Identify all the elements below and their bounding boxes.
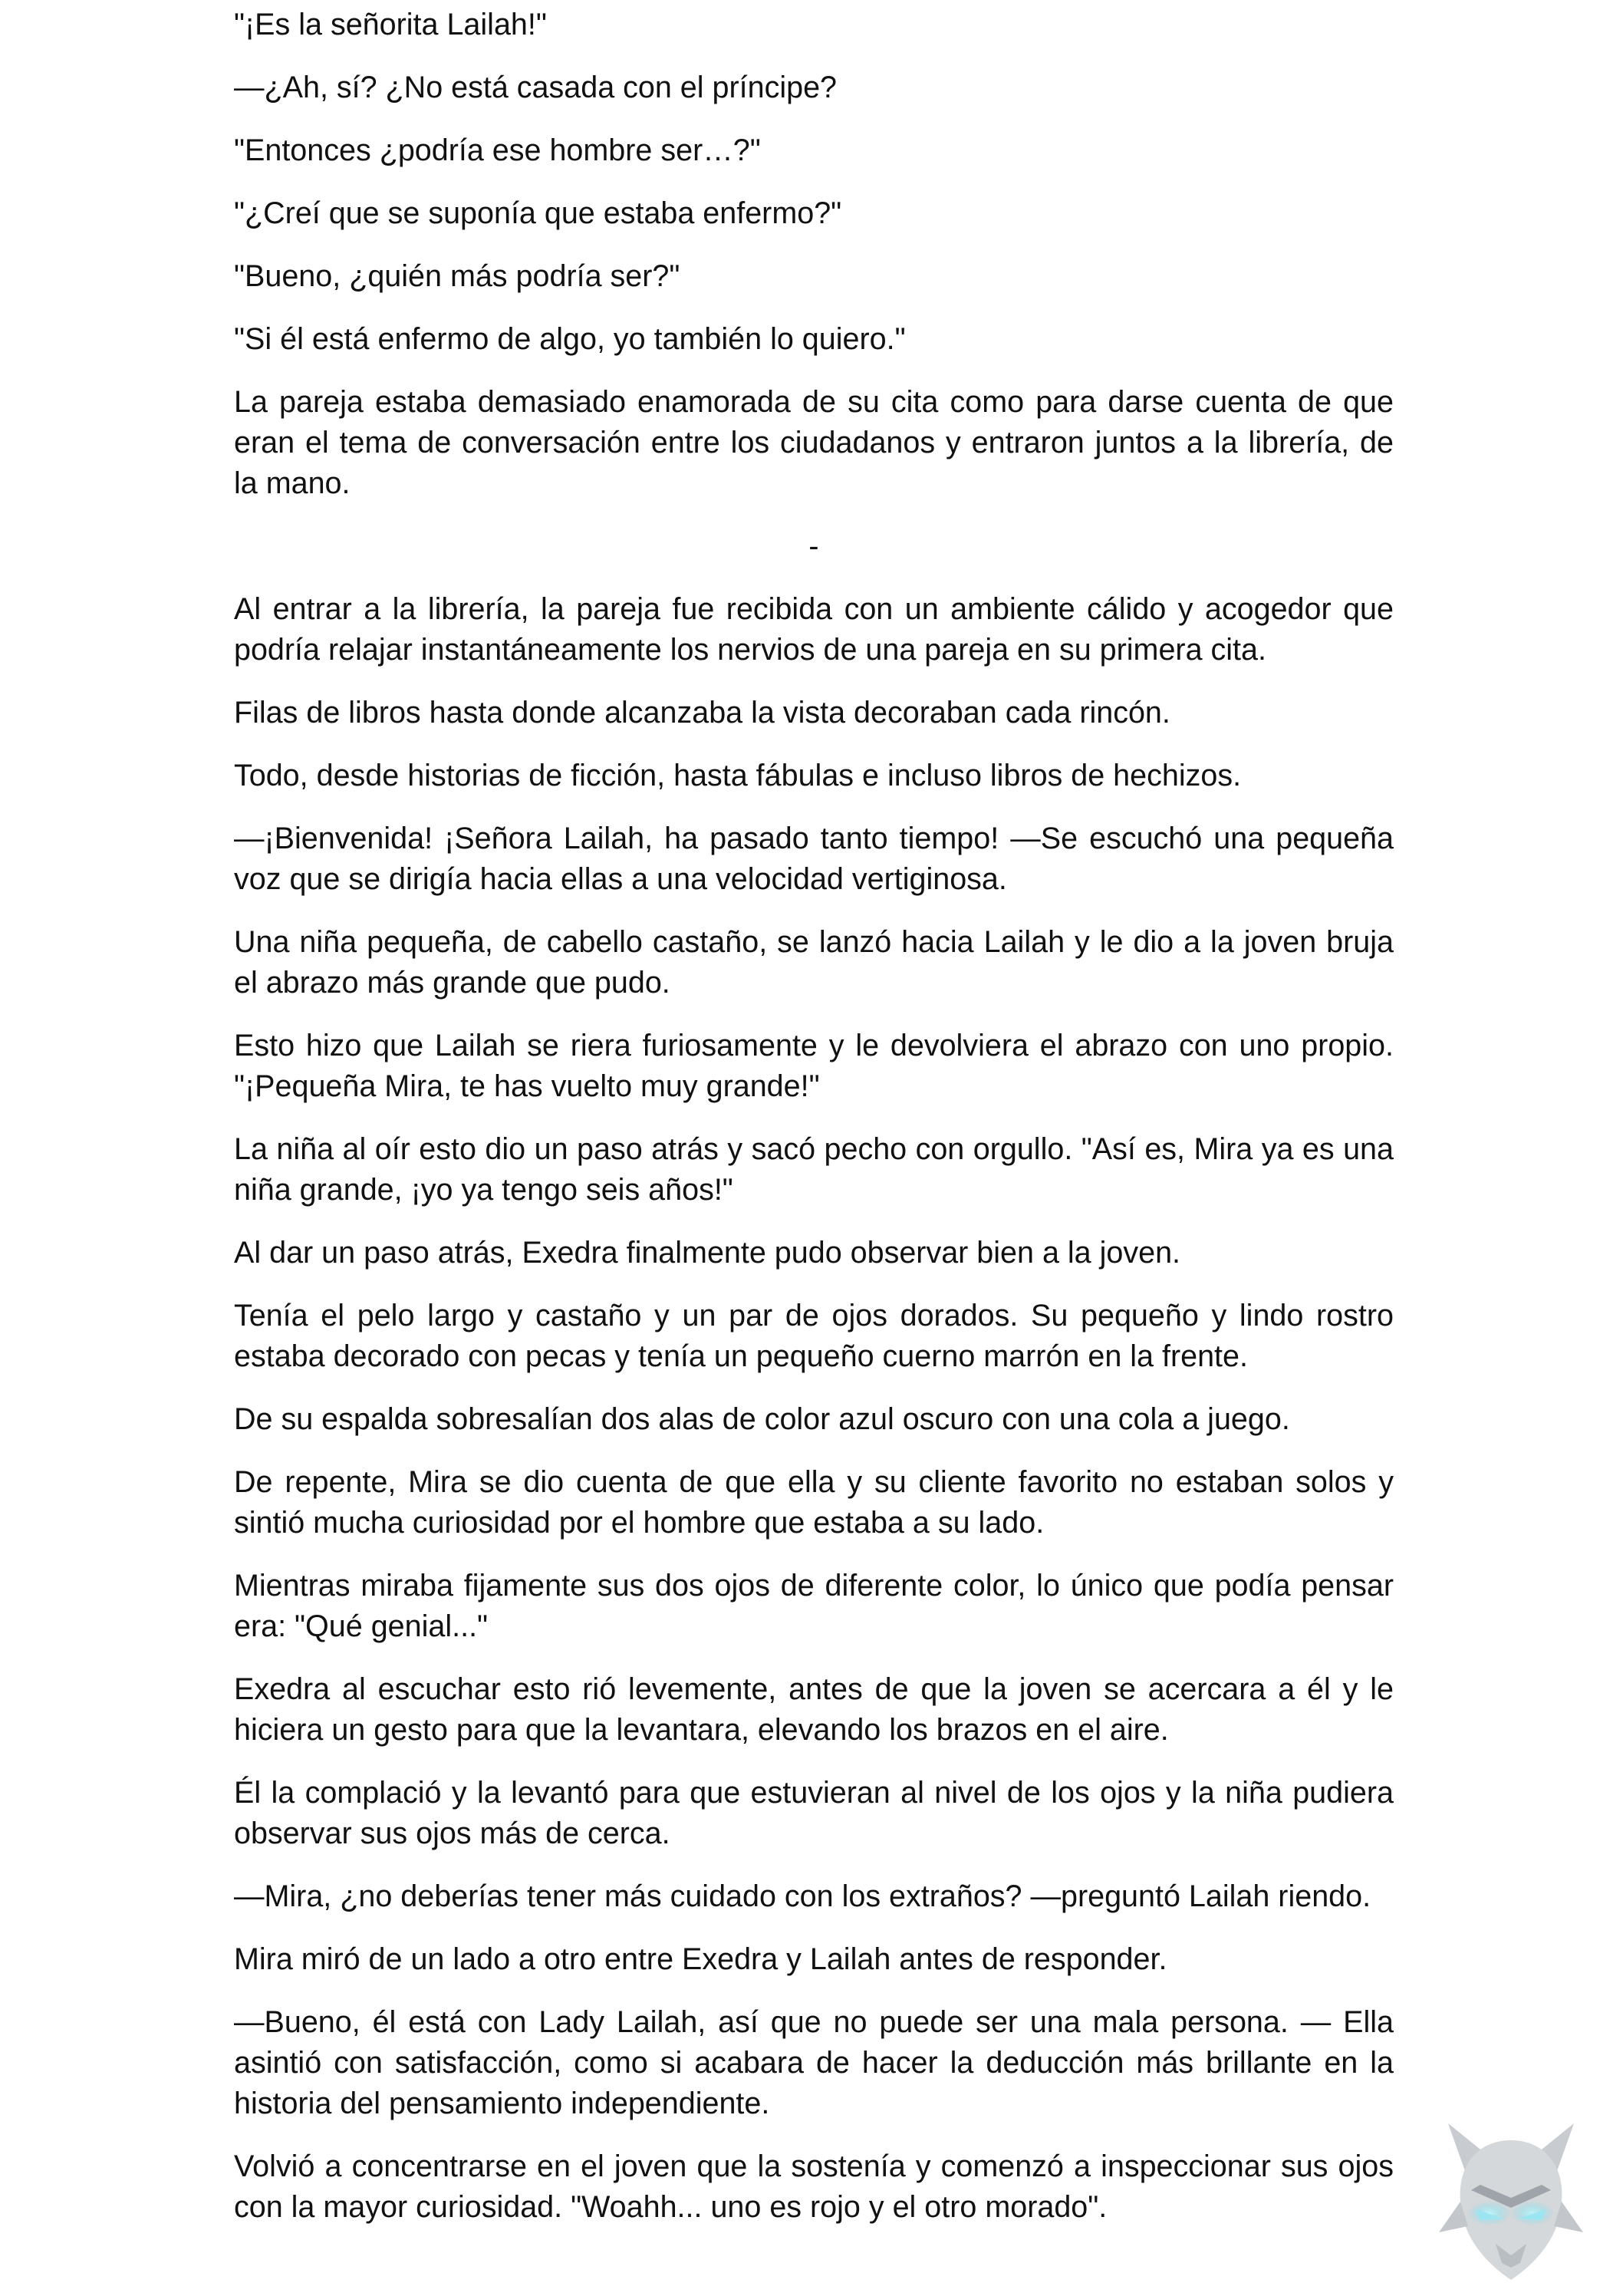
document-page bbox=[234, 0, 1394, 2250]
paragraph-3: "Entonces ¿podría ese hombre ser…?" bbox=[234, 133, 761, 167]
section-separator: - bbox=[808, 529, 819, 563]
paragraph-17: De su espalda sobresalían dos alas de color azul oscuro con una cola a juego. bbox=[234, 1402, 1290, 1436]
paragraph-8: Al entrar a la librería, la pareja fue recibida con un ambiente cálido y acogedor que podría relajar instantáneamente los nervios de una pareja en su primera cita. bbox=[234, 592, 1394, 667]
paragraph-5: "Bueno, ¿quién más podría ser?" bbox=[234, 259, 680, 293]
paragraph-12: Una niña pequeña, de cabello castaño, se lanzó hacia Lailah y le dio a la joven bruja el abrazo más grande que pudo. bbox=[234, 925, 1394, 1000]
paragraph-16: Tenía el pelo largo y castaño y un par de ojos dorados. Su pequeño y lindo rostro estaba decorado con pecas y tenía un pequeño cuerno marrón en la frente. bbox=[234, 1299, 1394, 1373]
paragraph-25: Volvió a concentrarse en el joven que la sostenía y comenzó a inspeccionar sus ojos con la mayor curiosidad. "Woahh... uno es rojo y el otro morado". bbox=[234, 2149, 1394, 2224]
paragraph-9: Filas de libros hasta donde alcanzaba la vista decoraban cada rincón. bbox=[234, 696, 1170, 730]
paragraph-14: La niña al oír esto dio un paso atrás y sacó pecho con orgullo. "Así es, Mira ya es una niña grande, ¡yo ya tengo seis años!" bbox=[234, 1132, 1394, 1207]
paragraph-7: La pareja estaba demasiado enamorada de su cita como para darse cuenta de que eran el tema de conversación entre los ciudadanos y entraron juntos a la librería, de la mano. bbox=[234, 385, 1394, 500]
paragraph-11: —¡Bienvenida! ¡Señora Lailah, ha pasado tanto tiempo! —Se escuchó una pequeña voz que se dirigía hacia ellas a una velocidad vertiginosa. bbox=[234, 822, 1394, 896]
paragraph-2: —¿Ah, sí? ¿No está casada con el príncipe? bbox=[234, 71, 838, 104]
paragraph-6: "Si él está enfermo de algo, yo también lo quiero." bbox=[234, 322, 906, 356]
paragraph-19: Mientras miraba fijamente sus dos ojos de diferente color, lo único que podía pensar era: "Qué genial..." bbox=[234, 1569, 1394, 1643]
paragraph-20: Exedra al escuchar esto rió levemente, antes de que la joven se acercara a él y le hiciera un gesto para que la levantara, elevando los brazos en el aire. bbox=[234, 1672, 1394, 1747]
paragraph-4: "¿Creí que se suponía que estaba enfermo?" bbox=[234, 196, 842, 230]
demon-head-logo-icon bbox=[1434, 2117, 1588, 2286]
paragraph-23: Mira miró de un lado a otro entre Exedra y Lailah antes de responder. bbox=[234, 1942, 1167, 1976]
paragraph-15: Al dar un paso atrás, Exedra finalmente pudo observar bien a la joven. bbox=[234, 1236, 1181, 1270]
paragraph-1: "¡Es la señorita Lailah!" bbox=[234, 8, 547, 41]
paragraph-18: De repente, Mira se dio cuenta de que ella y su cliente favorito no estaban solos y sintió mucha curiosidad por el hombre que estaba a su lado. bbox=[234, 1465, 1394, 1540]
paragraph-10: Todo, desde historias de ficción, hasta fábulas e incluso libros de hechizos. bbox=[234, 759, 1242, 792]
paragraph-24: —Bueno, él está con Lady Lailah, así que no puede ser una mala persona. — Ella asintió con satisfacción, como si acabara de hacer la deducción más brillante en la historia del pensamiento independiente. bbox=[234, 2005, 1394, 2120]
paragraph-22: —Mira, ¿no deberías tener más cuidado con los extraños? —preguntó Lailah riendo. bbox=[234, 1879, 1371, 1913]
paragraph-13: Esto hizo que Lailah se riera furiosamente y le devolviera el abrazo con uno propio. "¡Pequeña Mira, te has vuelto muy grande!" bbox=[234, 1029, 1394, 1103]
paragraph-21: Él la complació y la levantó para que estuvieran al nivel de los ojos y la niña pudiera observar sus ojos más de cerca. bbox=[234, 1776, 1394, 1850]
